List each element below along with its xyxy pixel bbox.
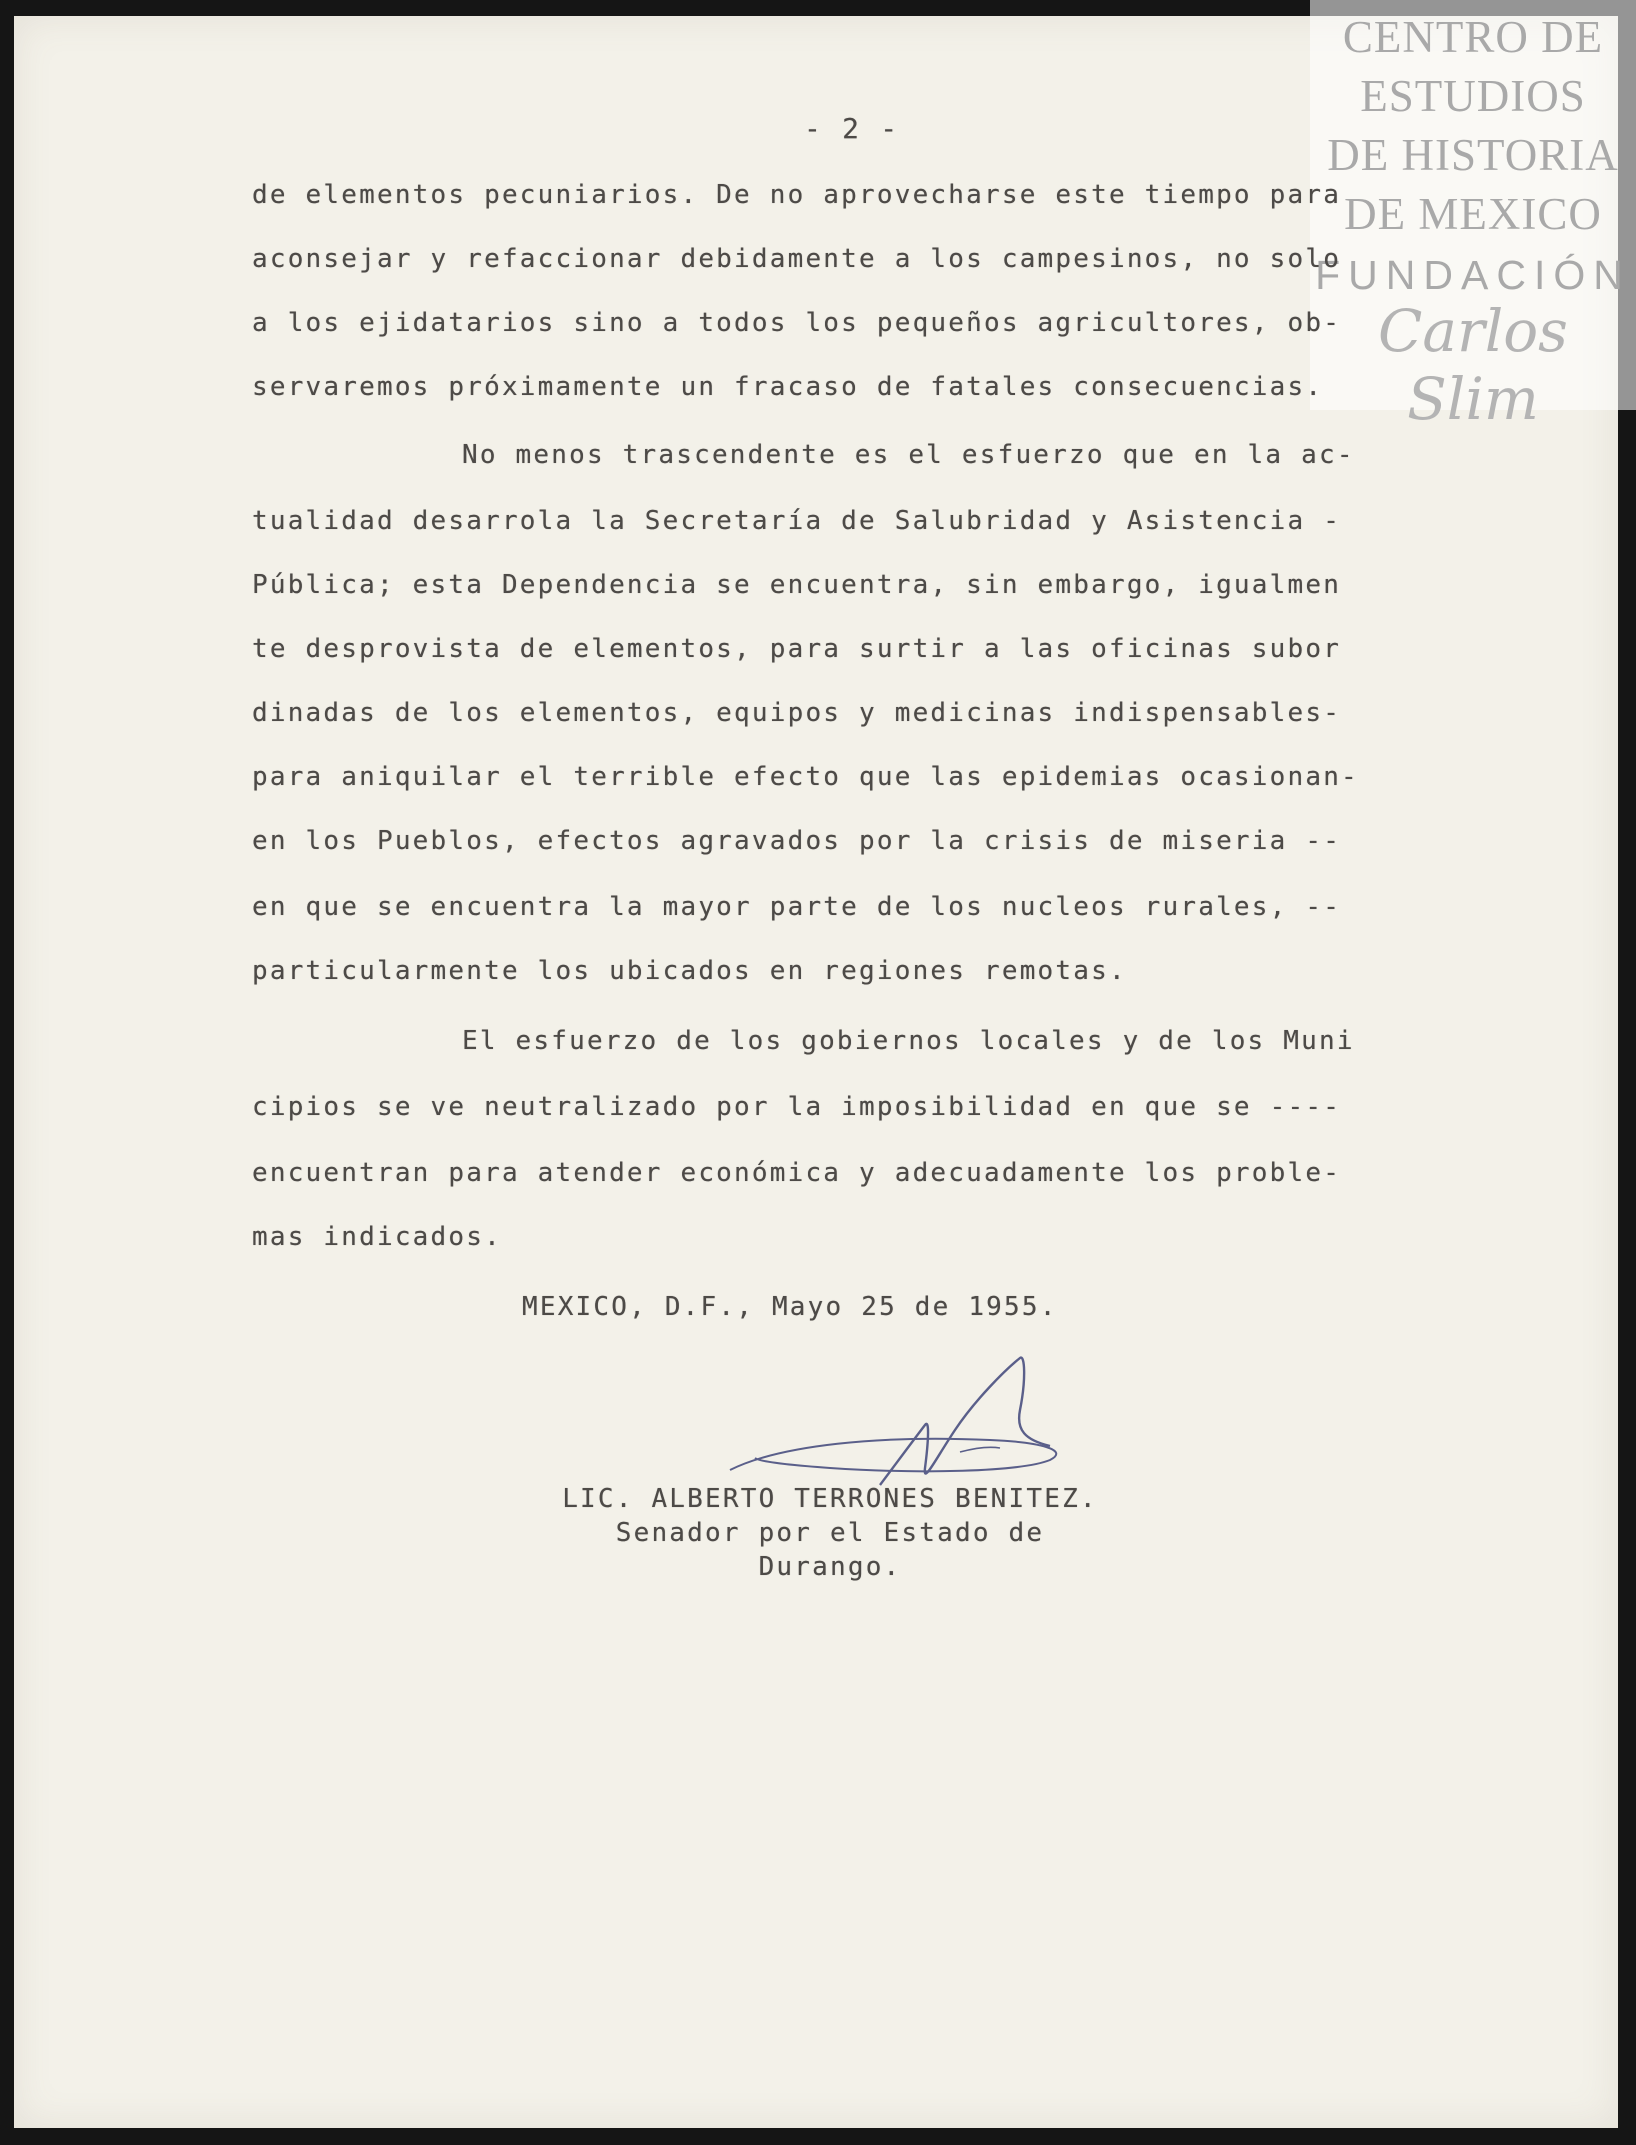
text-line: de elementos pecuniarios. De no aprovecharse este tiempo para	[252, 180, 1342, 210]
watermark-line: DE HISTORIA	[1327, 130, 1619, 180]
text-line: aconsejar y refaccionar debidamente a los campesinos, no solo	[252, 244, 1342, 274]
text-line: para aniquilar el terrible efecto que las epidemias ocasionan-	[252, 762, 1359, 792]
watermark-line: DE MEXICO	[1344, 189, 1602, 239]
date-line: MEXICO, D.F., Mayo 25 de 1955.	[522, 1292, 1058, 1322]
text-line: en que se encuentra la mayor parte de los nucleos rurales, --	[252, 892, 1342, 922]
watermark-line: ESTUDIOS	[1360, 71, 1586, 121]
text-line: particularmente los ubicados en regiones remotas.	[252, 956, 1127, 986]
text-line: tualidad desarrola la Secretaría de Salubridad y Asistencia -	[252, 506, 1342, 536]
text-line: en los Pueblos, efectos agravados por la crisis de miseria --	[252, 826, 1342, 856]
signatory-name: LIC. ALBERTO TERRONES BENITEZ.	[562, 1484, 1098, 1514]
text-line: cipios se ve neutralizado por la imposibilidad en que se ----	[252, 1092, 1342, 1122]
watermark-signature: Carlos Slim	[1378, 297, 1568, 433]
watermark-foundation: FUNDACIÓN	[1315, 252, 1631, 298]
text-line: Pública; esta Dependencia se encuentra, sin embargo, igualmen	[252, 570, 1342, 600]
text-line: dinadas de los elementos, equipos y medicinas indispensables-	[252, 698, 1342, 728]
archive-watermark	[1310, 0, 1636, 433]
text-line: El esfuerzo de los gobiernos locales y de los Muni	[462, 1026, 1355, 1056]
signatory-title: Senador por el Estado de	[615, 1518, 1045, 1548]
text-line: servaremos próximamente un fracaso de fatales consecuencias.	[252, 372, 1324, 402]
signatory-state: Durango.	[758, 1552, 902, 1582]
text-line: te desprovista de elementos, para surtir a las oficinas subor	[252, 634, 1342, 664]
text-line: mas indicados.	[252, 1222, 502, 1252]
page-number: - 2 -	[804, 112, 900, 145]
text-line: a los ejidatarios sino a todos los pequeños agricultores, ob-	[252, 308, 1342, 338]
text-line: No menos trascendente es el esfuerzo que en la ac-	[462, 440, 1355, 470]
text-line: encuentran para atender económica y adecuadamente los proble-	[252, 1158, 1342, 1188]
watermark-line: CENTRO DE	[1342, 12, 1604, 62]
